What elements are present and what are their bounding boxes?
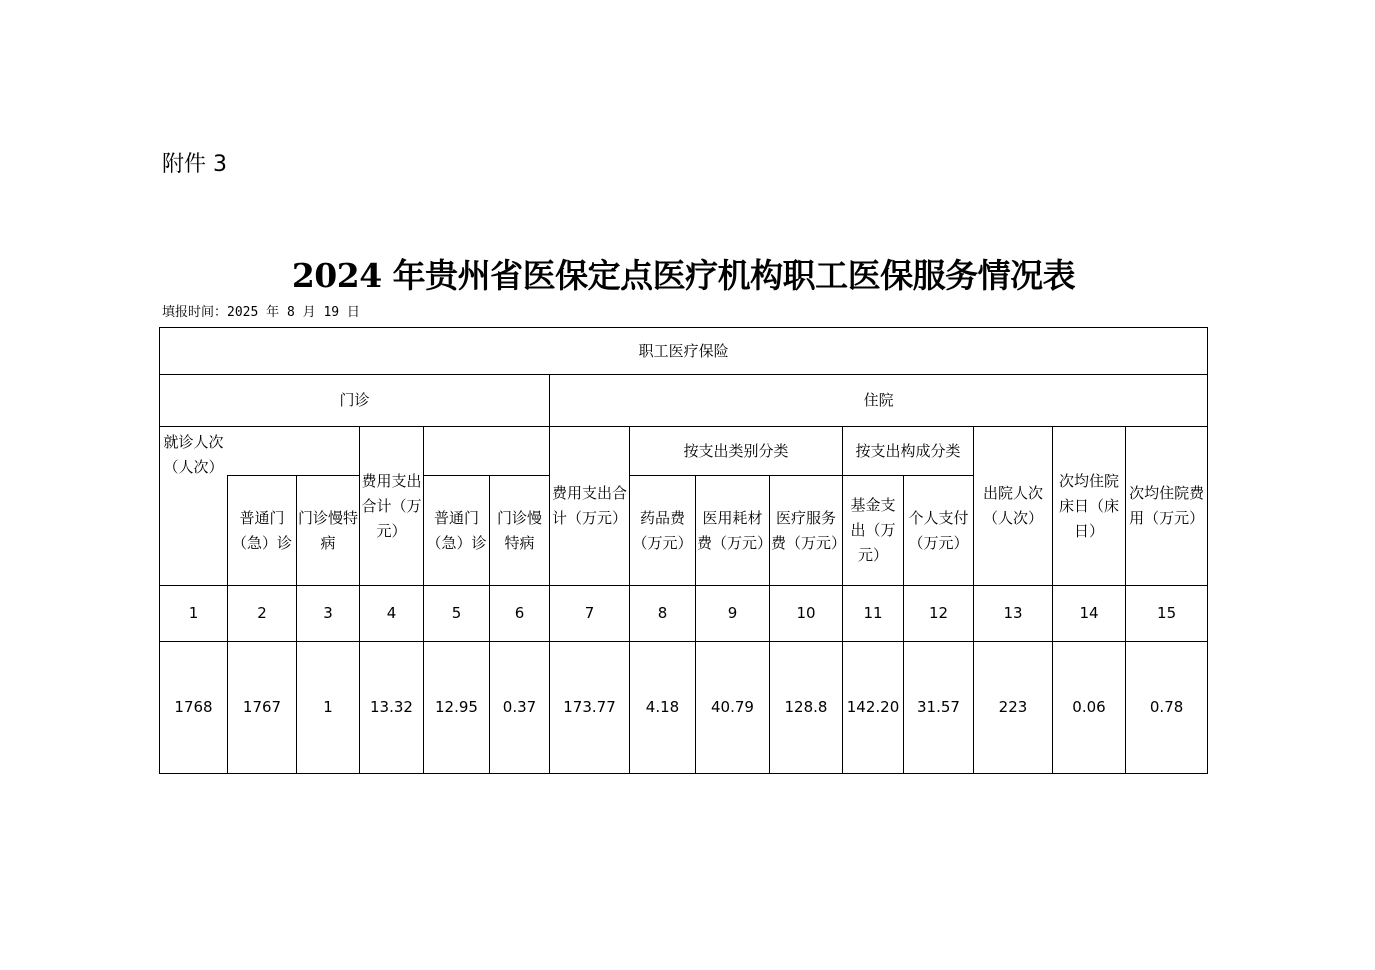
column-number: 5 bbox=[424, 586, 490, 642]
header-service: 医疗服务费（万元） bbox=[770, 476, 843, 586]
header-consumables: 医用耗材费（万元） bbox=[696, 476, 770, 586]
header-op-cost-total: 费用支出合计（万元） bbox=[360, 427, 424, 586]
header-group-employee-insurance: 职工医疗保险 bbox=[160, 328, 1208, 375]
value-fund: 142.20 bbox=[843, 642, 904, 774]
value-service: 128.8 bbox=[770, 642, 843, 774]
value-consumables: 40.79 bbox=[696, 642, 770, 774]
header-drug: 药品费（万元） bbox=[630, 476, 696, 586]
column-number: 10 bbox=[770, 586, 843, 642]
header-group-by-structure: 按支出构成分类 bbox=[843, 427, 974, 476]
header-op-cost-cell-top bbox=[424, 427, 550, 476]
header-personal: 个人支付（万元） bbox=[904, 476, 974, 586]
header-fund: 基金支出（万元） bbox=[843, 476, 904, 586]
header-visits-total bbox=[160, 432, 228, 586]
header-visits-total-label: 就诊人次（人次） bbox=[163, 432, 224, 476]
value-visits-chronic: 1 bbox=[297, 642, 360, 774]
header-discharges: 出院人次（人次） bbox=[974, 427, 1053, 586]
header-group-by-category: 按支出类别分类 bbox=[630, 427, 843, 476]
column-number: 13 bbox=[974, 586, 1053, 642]
fill-date: 填报时间：2025 年 8 月 19 日 bbox=[162, 305, 360, 320]
column-number: 8 bbox=[630, 586, 696, 642]
header-ip-cost-total: 费用支出合计（万元） bbox=[550, 427, 630, 586]
column-number-row bbox=[160, 586, 1208, 642]
value-visits-general: 1767 bbox=[228, 642, 297, 774]
header-visits-chronic: 门诊慢特病 bbox=[297, 476, 360, 586]
value-ip-cost-total: 173.77 bbox=[550, 642, 630, 774]
value-avg-cost: 0.78 bbox=[1126, 642, 1208, 774]
header-avg-bed-days: 次均住院床日（床日） bbox=[1053, 427, 1126, 586]
column-number: 4 bbox=[360, 586, 424, 642]
header-op-cost-chronic: 门诊慢特病 bbox=[490, 476, 550, 586]
header-group-inpatient: 住院 bbox=[550, 375, 1208, 427]
column-number: 1 bbox=[160, 586, 228, 642]
table-row bbox=[160, 642, 1208, 774]
column-number: 9 bbox=[696, 586, 770, 642]
column-number: 15 bbox=[1126, 586, 1208, 642]
header-group-outpatient: 门诊 bbox=[160, 375, 550, 427]
value-drug: 4.18 bbox=[630, 642, 696, 774]
value-op-cost-chronic: 0.37 bbox=[490, 642, 550, 774]
column-number: 7 bbox=[550, 586, 630, 642]
header-avg-cost: 次均住院费用（万元） bbox=[1126, 427, 1208, 586]
column-number: 3 bbox=[297, 586, 360, 642]
value-op-cost-total: 13.32 bbox=[360, 642, 424, 774]
value-personal: 31.57 bbox=[904, 642, 974, 774]
page-title: 2024 年贵州省医保定点医疗机构职工医保服务情况表 bbox=[291, 256, 1076, 295]
column-number: 2 bbox=[228, 586, 297, 642]
value-visits-total: 1768 bbox=[160, 642, 228, 774]
value-discharges: 223 bbox=[974, 642, 1053, 774]
header-op-cost-general: 普通门（急）诊 bbox=[424, 476, 490, 586]
service-table bbox=[159, 327, 1208, 774]
attachment-label: 附件 3 bbox=[162, 152, 227, 177]
header-visits-general: 普通门（急）诊 bbox=[228, 476, 297, 586]
column-number: 6 bbox=[490, 586, 550, 642]
column-number: 11 bbox=[843, 586, 904, 642]
value-avg-bed-days: 0.06 bbox=[1053, 642, 1126, 774]
column-number: 12 bbox=[904, 586, 974, 642]
column-number: 14 bbox=[1053, 586, 1126, 642]
value-op-cost-general: 12.95 bbox=[424, 642, 490, 774]
